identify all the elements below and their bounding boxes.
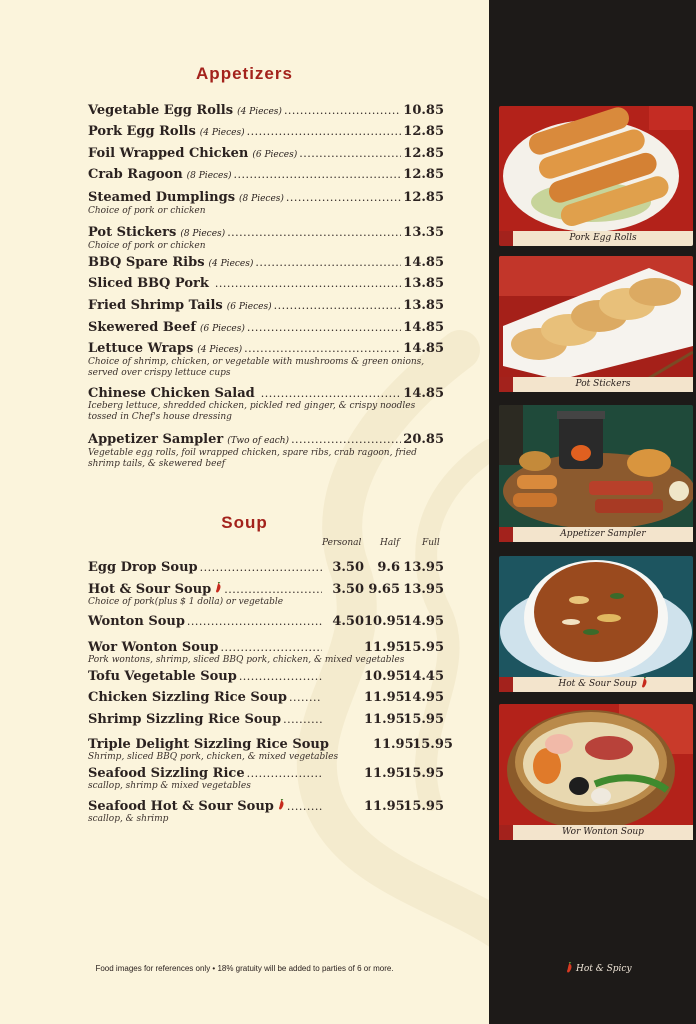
price-personal: 4.50	[332, 614, 364, 629]
item-name: Seafood Sizzling Rice	[88, 766, 245, 781]
soup-item	[88, 712, 444, 728]
menu-item	[88, 124, 444, 141]
item-description: scallop, shrimp & mixed vegetables	[88, 781, 251, 791]
item-name: Sliced BBQ Pork	[88, 276, 209, 291]
item-price: 13.85	[403, 276, 444, 291]
item-qty: (6 Pieces)	[200, 324, 245, 334]
menu-item	[88, 146, 444, 163]
item-price: 14.85	[403, 386, 444, 401]
item-name: Foil Wrapped Chicken	[88, 146, 249, 161]
item-name: Wonton Soup	[88, 614, 185, 629]
photo-wor-wonton-soup	[499, 704, 693, 842]
item-price: 12.85	[403, 146, 444, 161]
dot-leader	[227, 225, 401, 241]
dot-leader	[287, 799, 322, 815]
column-half: Half	[380, 538, 400, 548]
item-name: Appetizer Sampler	[88, 432, 224, 447]
menu-item	[88, 276, 444, 292]
caption-accent	[499, 377, 513, 392]
item-qty: (4 Pieces)	[208, 259, 254, 269]
item-name: Seafood Hot & Sour Soup	[88, 799, 274, 814]
egg-rolls-image	[499, 106, 693, 234]
soup-item	[88, 669, 444, 685]
dot-leader	[261, 386, 402, 402]
price-full: 13.95	[403, 582, 444, 597]
soup-item	[88, 766, 444, 792]
item-price: 13.35	[403, 225, 444, 240]
item-qty: (6 Pieces)	[226, 302, 272, 312]
dot-leader	[291, 432, 401, 448]
item-name: BBQ Spare Ribs	[88, 255, 205, 270]
item-name: Pork Egg Rolls	[88, 124, 196, 139]
item-name: Skewered Beef	[88, 320, 196, 335]
dot-leader	[274, 298, 402, 314]
dot-leader	[187, 614, 322, 630]
caption-accent	[499, 527, 513, 542]
price-full: 14.95	[403, 614, 444, 629]
soup-item	[88, 582, 444, 608]
price-full: 15.95	[412, 737, 453, 752]
dot-leader	[234, 167, 402, 183]
price-full: 14.45	[403, 669, 444, 684]
price-full: 15.95	[403, 640, 444, 655]
item-price: 12.85	[403, 124, 444, 139]
price-half: 9.65	[368, 582, 400, 597]
dot-leader	[247, 320, 401, 336]
caption-accent	[499, 825, 513, 840]
soup-item	[88, 737, 453, 763]
price-full: 15.95	[403, 766, 444, 781]
item-qty: (6 Pieces)	[252, 150, 298, 160]
price-full: 13.95	[403, 560, 444, 575]
column-personal: Personal	[322, 538, 362, 548]
item-qty: (8 Pieces)	[180, 229, 226, 239]
item-description: Choice of pork or chicken	[88, 241, 206, 251]
item-price: 13.85	[403, 298, 444, 313]
price-half: 11.95	[364, 640, 405, 655]
soup-item	[88, 614, 444, 630]
price-full: 14.95	[403, 690, 444, 705]
dot-leader	[289, 690, 322, 706]
dot-leader	[239, 669, 322, 685]
appetizers-title: Appetizers	[196, 64, 293, 83]
menu-item	[88, 103, 444, 120]
dot-leader	[299, 146, 401, 162]
photo-caption	[513, 677, 693, 692]
dot-leader	[284, 103, 401, 119]
item-name: Triple Delight Sizzling Rice Soup	[88, 737, 329, 752]
appetizer-sampler-image	[499, 405, 693, 533]
item-qty: (4 Pieces)	[199, 128, 245, 138]
item-name: Chinese Chicken Salad	[88, 386, 255, 401]
item-description: Iceberg lettuce, shredded chicken, pickled red ginger, & crispy noodles tossed in Chef's house dressing	[88, 401, 416, 422]
price-half: 11.95	[364, 690, 405, 705]
price-personal: 3.50	[332, 582, 364, 597]
item-name: Tofu Vegetable Soup	[88, 669, 237, 684]
item-name: Wor Wonton Soup	[88, 640, 219, 655]
dot-leader	[247, 766, 322, 782]
item-price: 10.85	[403, 103, 444, 118]
chili-pepper-icon	[215, 582, 222, 593]
photo-pork-egg-rolls	[499, 106, 693, 246]
chili-pepper-icon	[278, 799, 285, 810]
item-name: Crab Ragoon	[88, 167, 183, 182]
photo-hot-sour-soup	[499, 556, 693, 694]
item-description: scallop, & shrimp	[88, 814, 169, 824]
item-price: 14.85	[403, 255, 444, 270]
item-name: Shrimp Sizzling Rice Soup	[88, 712, 282, 727]
dot-leader	[221, 640, 322, 656]
item-description: Vegetable egg rolls, foil wrapped chicken, spare ribs, crab ragoon, fried shrimp tails, & skewered beef	[88, 448, 417, 469]
pot-stickers-image	[499, 256, 693, 384]
legend-label: Hot & Spicy	[576, 964, 632, 974]
item-qty: (8 Pieces)	[186, 171, 232, 181]
soup-item	[88, 560, 444, 576]
item-name: Steamed Dumplings	[88, 190, 236, 205]
menu-item	[88, 190, 444, 217]
soup-item	[88, 690, 444, 706]
dot-leader	[255, 255, 401, 271]
photo-pot-stickers	[499, 256, 693, 394]
soup-item	[88, 799, 444, 825]
price-half: 9.6	[377, 560, 400, 575]
photo-caption: Pork Egg Rolls	[513, 231, 693, 246]
chili-pepper-icon	[566, 962, 573, 973]
item-qty: (4 Pieces)	[197, 345, 243, 355]
dot-leader	[244, 341, 401, 357]
price-full: 15.95	[403, 712, 444, 727]
menu-item	[88, 298, 444, 315]
item-qty: (Two of each)	[227, 436, 290, 446]
price-full: 15.95	[403, 799, 444, 814]
hot-spicy-legend	[562, 962, 632, 974]
menu-item	[88, 167, 444, 184]
item-name: Lettuce Wraps	[88, 341, 194, 356]
photo-appetizer-sampler	[499, 405, 693, 544]
dot-leader	[224, 582, 322, 598]
caption-text: Hot & Sour Soup	[558, 679, 637, 689]
item-name: Chicken Sizzling Rice Soup	[88, 690, 287, 705]
menu-item	[88, 255, 444, 272]
menu-item	[88, 225, 444, 252]
item-description: Shrimp, sliced BBQ pork, chicken, & mixed vegetables	[88, 752, 339, 762]
column-full: Full	[422, 538, 440, 548]
price-half: 11.95	[364, 766, 405, 781]
dot-leader	[247, 124, 402, 140]
item-qty: (4 Pieces)	[237, 107, 282, 117]
soup-title: Soup	[221, 513, 268, 532]
item-description: Choice of pork or chicken	[88, 206, 206, 216]
price-half: 10.95	[364, 614, 405, 629]
item-price: 14.85	[403, 320, 444, 335]
price-half: 11.95	[372, 737, 414, 752]
price-personal: 3.50	[332, 560, 364, 575]
soup-item	[88, 640, 444, 666]
price-half: 11.95	[364, 712, 405, 727]
caption-accent	[499, 231, 513, 246]
menu-item	[88, 386, 444, 423]
item-description: Choice of shrimp, chicken, or vegetable with mushrooms & green onions, served over crispy lettuce cups	[88, 357, 425, 378]
menu-item	[88, 432, 444, 470]
wor-wonton-soup-image	[499, 704, 693, 832]
photo-caption: Pot Stickers	[513, 377, 693, 392]
chili-pepper-icon	[641, 677, 648, 688]
photo-caption: Wor Wonton Soup	[513, 825, 693, 840]
hot-sour-soup-image	[499, 556, 693, 684]
photo-caption: Appetizer Sampler	[513, 527, 693, 542]
item-qty: (8 Pieces)	[239, 194, 284, 204]
item-price: 12.85	[403, 190, 444, 205]
price-half: 10.95	[364, 669, 405, 684]
item-name: Hot & Sour Soup	[88, 582, 212, 597]
item-name: Fried Shrimp Tails	[88, 298, 223, 313]
dot-leader	[283, 712, 322, 728]
dot-leader	[215, 276, 401, 292]
price-half: 11.95	[364, 799, 405, 814]
item-description: Choice of pork(plus $ 1 dolla) or vegetable	[88, 597, 284, 607]
item-price: 20.85	[403, 432, 444, 447]
item-name: Vegetable Egg Rolls	[88, 103, 234, 118]
item-name: Egg Drop Soup	[88, 560, 198, 575]
item-price: 12.85	[403, 167, 444, 182]
menu-item	[88, 341, 444, 379]
footer-note: Food images for references only • 18% gratuity will be added to parties of 6 or more.	[95, 964, 394, 973]
item-name: Pot Stickers	[88, 225, 177, 240]
menu-item	[88, 320, 444, 337]
item-price: 14.85	[403, 341, 444, 356]
dot-leader	[286, 190, 401, 206]
dot-leader	[200, 560, 322, 576]
item-description: Pork wontons, shrimp, sliced BBQ pork, chicken, & mixed vegetables	[88, 655, 405, 665]
caption-accent	[499, 677, 513, 692]
